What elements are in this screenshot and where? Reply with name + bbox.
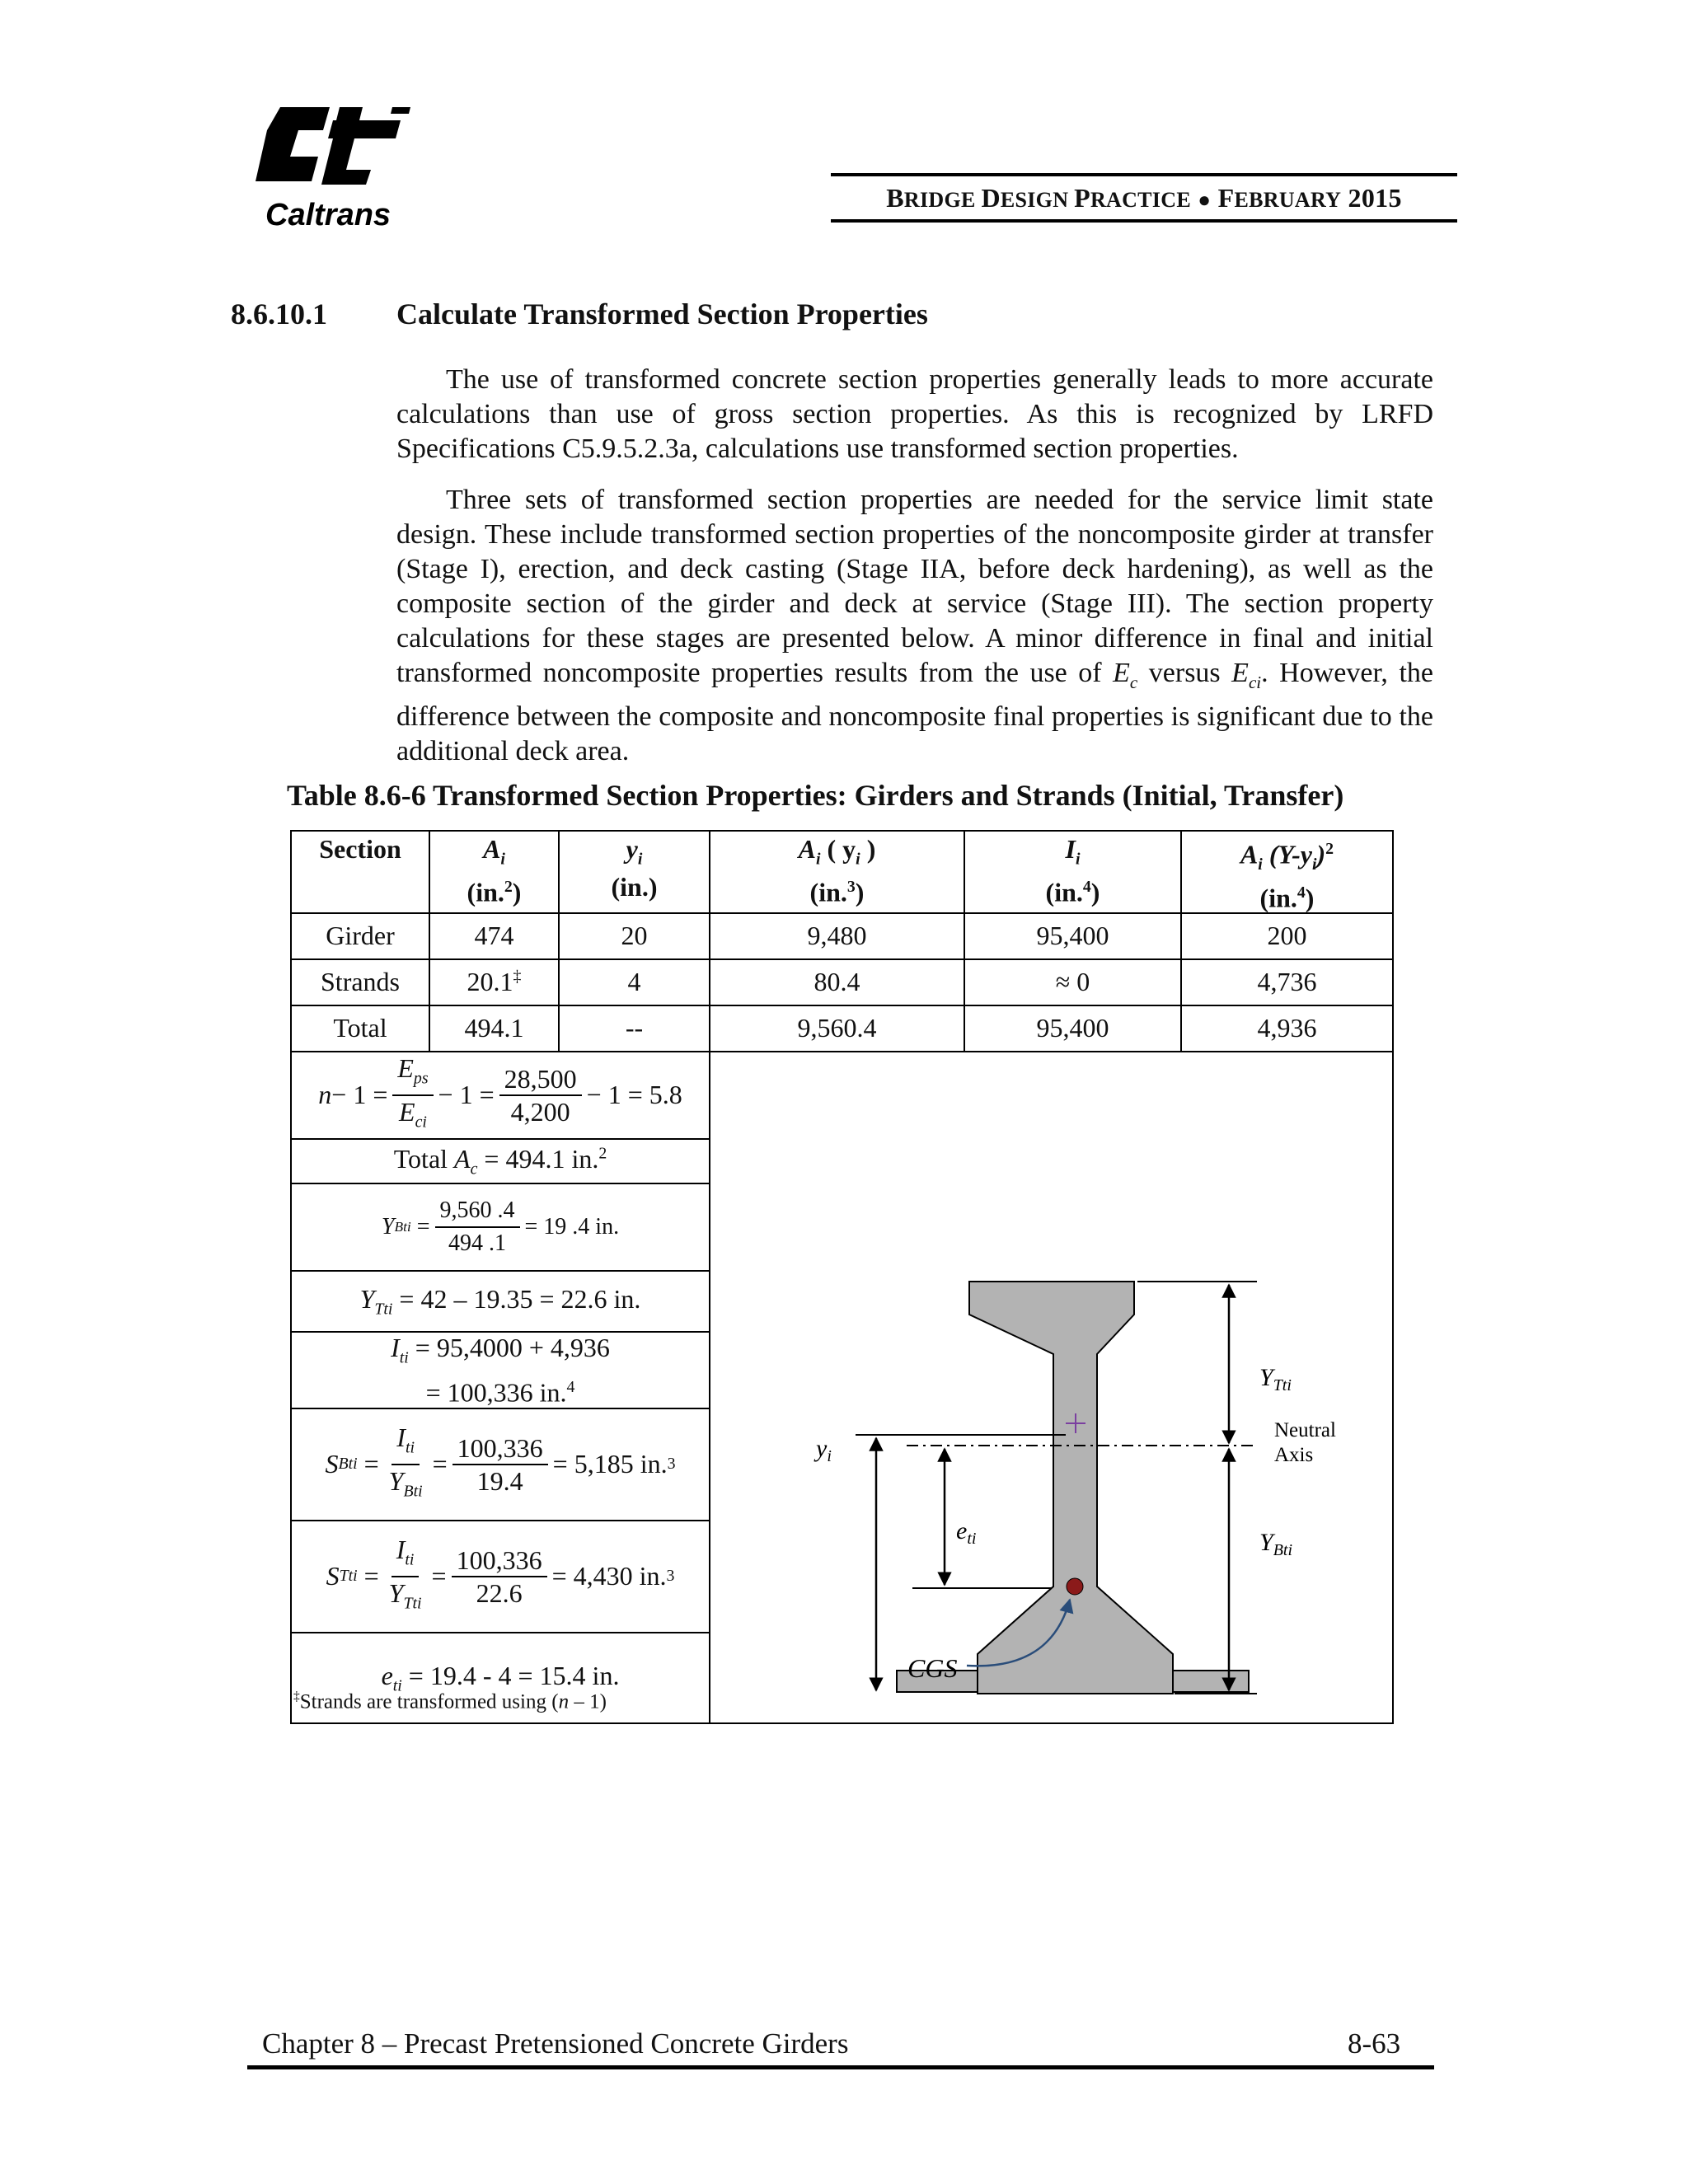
cgs-point	[1067, 1578, 1083, 1595]
table-header-row	[291, 831, 1393, 913]
paragraph-2: Three sets of transformed section properties are needed for the service limit state design. These include transformed section properties of the noncomposite girder at transfer (Stage I), erection, and deck casting (Stage IIA, before deck hardening), as well as the composite section of the girder and deck at service (Stage III). The section property calculations for these stages are presented below. A minor difference in final and initial transformed noncomposite properties results from the use of $E_c$ versus $E_{ci}$. However, the difference between the composite and noncomposite final properties is significant due to the additional deck area.	[396, 485, 1433, 766]
eti-label: $e_{ti}$	[956, 1516, 977, 1548]
sbti-equation: S Bti = $\frac{I_{ti}}{Y_{Bti}}$ = $\frac{100,336}{19.4}$ = 5,185 in. 3	[325, 1422, 676, 1501]
calc-row-iti: $I_{ti} = 95,4000 + 4,936$ = 100,336 in.$^4$	[291, 1332, 1393, 1408]
calc-row-ac: Total $A_c = 494.1$ in.$^2$	[291, 1139, 1393, 1183]
ybti-equation: Y Bti = $\frac{9,560 .4}{494 .1}$ = 19 .4 in.	[292, 1195, 709, 1259]
footer-rule	[247, 2065, 1434, 2069]
footer-chapter: Chapter 8 – Precast Pretensioned Concrete Girders	[262, 2027, 849, 2060]
girder-shape	[969, 1282, 1173, 1694]
header-year: 2015	[1348, 183, 1402, 213]
calc-row-n	[291, 1052, 1393, 1139]
neutral-axis-label-1: Neutral	[1274, 1418, 1336, 1441]
ytti-label: $Y_{Tti}$	[1259, 1363, 1292, 1394]
table-caption: Table 8.6-6 Transformed Section Properties: Girders and Strands (Initial, Transfer)	[287, 779, 1344, 812]
table-row: Total 494.1 -- 9,560.4 95,400 4,936	[291, 1005, 1393, 1052]
paragraph-1: The use of transformed concrete section properties generally leads to more accurate calculations than use of gross section properties. As this is recognized by LRFD Specifications C5.9.5.2.3a, calculations use transformed section properties.	[396, 364, 1433, 464]
table-row: Strands 20.1‡ 4 80.4 ≈ 0 4,736	[291, 959, 1393, 1005]
header-ai: $A_i$ (in.$^2$)	[429, 831, 559, 913]
section-number: 8.6.10.1	[231, 298, 327, 330]
header-ai-y2: $A_i$ $(Y-y_i)^2$ (in.$^4$)	[1181, 831, 1393, 913]
footer-page-number: 8-63	[1348, 2027, 1401, 2060]
header-ii: $I_i$ (in.$^4$)	[964, 831, 1181, 913]
header-ai-yi: $A_i$ ( $y_i$ ) (in.$^3$)	[710, 831, 964, 913]
section-properties-table	[290, 830, 1394, 1724]
header-section: Section	[291, 831, 429, 913]
neutral-axis-label-2: Axis	[1274, 1443, 1314, 1466]
girder-cross-section-diagram	[711, 1052, 1391, 1709]
header-bullet: ●	[1198, 188, 1212, 212]
section-title: Calculate Transformed Section Properties	[396, 298, 928, 330]
yi-label: $y_i$	[816, 1434, 832, 1465]
table-row: Girder 474 20 9,480 95,400 200	[291, 913, 1393, 959]
table-footnote: ‡Strands are transformed using (n – 1)	[293, 1690, 607, 1713]
stti-equation: S Tti = $\frac{I_{ti}}{Y_{Tti}}$ = $\frac{100,336}{22.6}$ = 4,430 in. 3	[326, 1535, 675, 1613]
strand-stub-right	[1173, 1671, 1249, 1692]
caltrans-logo-icon	[247, 105, 420, 237]
header-yi: $y_i$ (in.)	[559, 831, 710, 913]
svg-text:Caltrans: Caltrans	[265, 198, 392, 232]
header-rule-bottom	[831, 219, 1457, 223]
modular-ratio-equation: n − 1 = $\frac{E_{ps}}{E_{ci}}$ − 1 = $\frac{28,500}{4,200}$ − 1 = 5.8	[318, 1053, 682, 1132]
calc-row-eti: $e_{ti} = 19.4 - 4 = 15.4$ in.	[291, 1633, 1393, 1723]
header-title: BRIDGE DESIGN PRACTICE ● FEBRUARY 2015	[886, 183, 1402, 213]
girder-diagram-cell	[710, 1052, 1393, 1723]
calc-row-ytti: $Y_{Tti} = 42 - 19.35 = 22.6$ in.	[291, 1271, 1393, 1332]
cgs-label: CGS	[907, 1652, 958, 1683]
ybti-label: $Y_{Bti}$	[1259, 1528, 1293, 1559]
